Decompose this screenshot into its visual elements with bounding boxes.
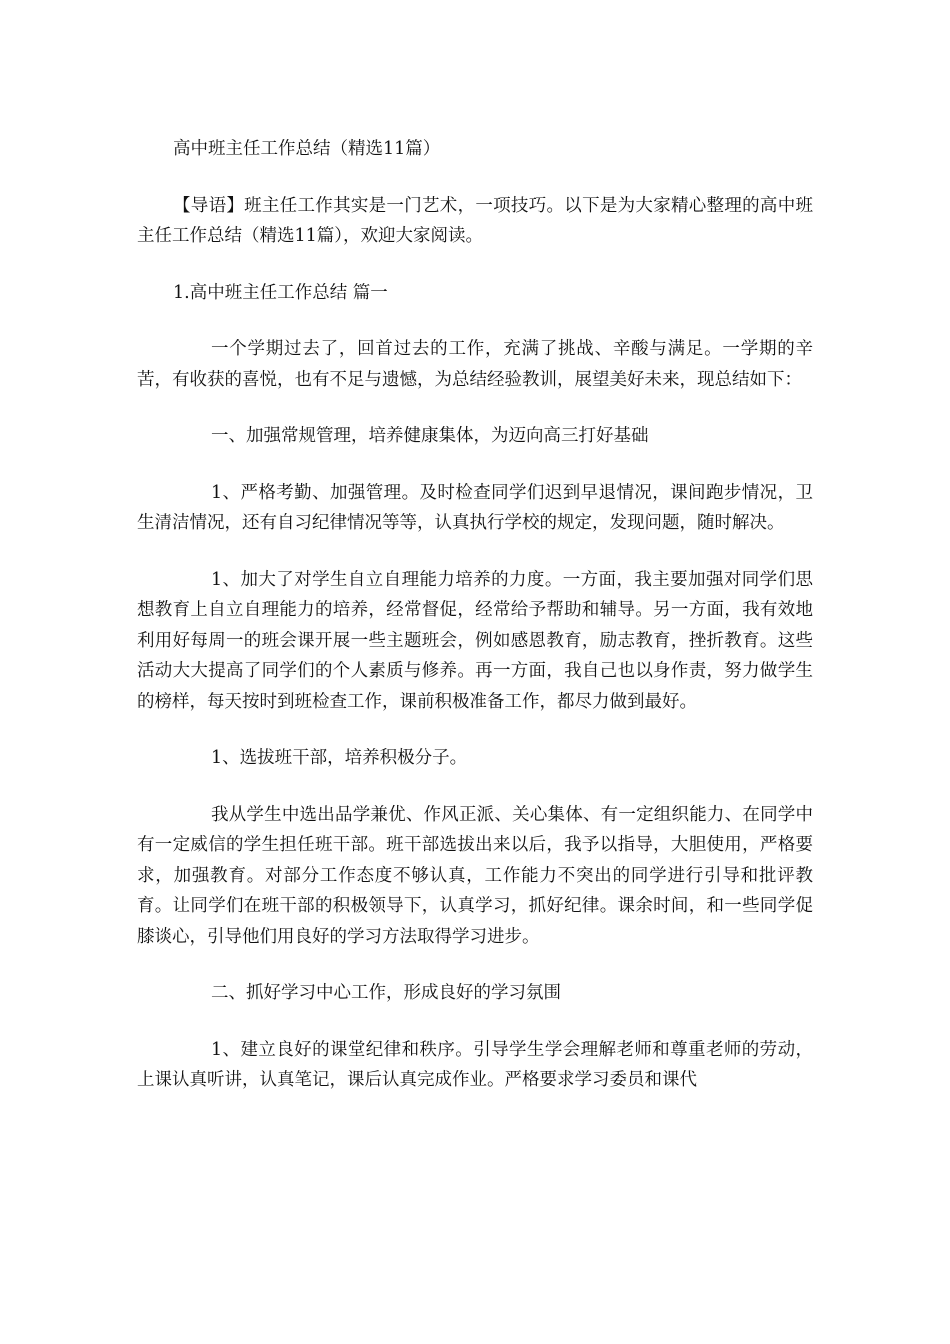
body-paragraph: 一个学期过去了，回首过去的工作，充满了挑战、辛酸与满足。一学期的辛苦，有收获的喜悦，也有不足与遗憾，为总结经验教训，展望美好未来，现总结如下： <box>137 339 813 390</box>
body-paragraph: 1、加大了对学生自立自理能力培养的力度。一方面，我主要加强对同学们思想教育上自立自理能力的培养，经常督促，经常给予帮助和辅导。另一方面，我有效地利用好每周一的班会课开展一些主题班会，例如感恩教育，励志教育，挫折教育。这些活动大大提高了同学们的个人素质与修养。再一方面，我自己也以身作责，努力做学生的榜样，每天按时到班检查工作，课前积极准备工作，都尽力做到最好。 <box>137 569 813 712</box>
document-title: 高中班主任工作总结（精选11篇） <box>173 139 441 159</box>
body-paragraph: 1、严格考勤、加强管理。及时检查同学们迟到早退情况，课间跑步情况，卫生清洁情况，还有自习纪律情况等等，认真执行学校的规定，发现问题，随时解决。 <box>137 482 813 533</box>
body-paragraph: 我从学生中选出品学兼优、作风正派、关心集体、有一定组织能力、在同学中有一定威信的学生担任班干部。班干部选拔出来以后，我予以指导，大胆使用，严格要求，加强教育。对部分工作态度不够认真，工作能力不突出的同学进行引导和批评教育。让同学们在班干部的积极领导下，认真学习，抓好纪律。课余时间，和一些同学促膝谈心，引导他们用良好的学习方法取得学习进步。 <box>137 804 813 947</box>
body-paragraph: 1、建立良好的课堂纪律和秩序。引导学生学会理解老师和尊重老师的劳动，上课认真听讲，认真笔记，课后认真完成作业。严格要求学习委员和课代 <box>137 1039 813 1090</box>
document-body <box>137 134 813 1122</box>
subsection-heading: 二、抓好学习中心工作，形成良好的学习氛围 <box>211 983 561 1003</box>
subsection-heading: 一、加强常规管理，培养健康集体，为迈向高三打好基础 <box>211 426 649 446</box>
lead-paragraph: 【导语】班主任工作其实是一门艺术，一项技巧。以下是为大家精心整理的高中班主任工作总结（精选11篇），欢迎大家阅读。 <box>137 195 813 246</box>
section-heading: 1.高中班主任工作总结 篇一 <box>173 282 388 303</box>
body-paragraph: 1、选拔班干部，培养积极分子。 <box>211 748 468 768</box>
